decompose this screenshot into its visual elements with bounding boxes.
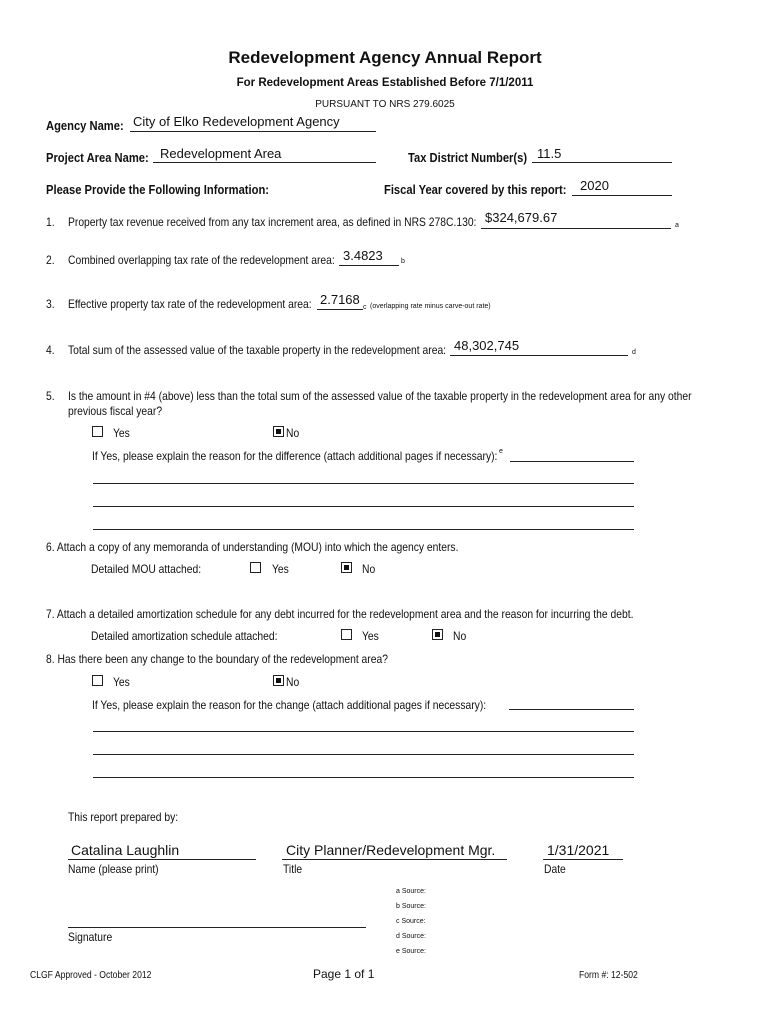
q3-number: 3. xyxy=(46,297,55,311)
q2-footnote: b xyxy=(401,258,405,265)
tax-district-field[interactable]: 11.5 xyxy=(537,146,562,161)
agency-name-field[interactable]: City of Elko Redevelopment Agency xyxy=(133,114,340,129)
q3-note-text: (overlapping rate minus carve-out rate) xyxy=(370,303,491,310)
q1-value-field[interactable]: $324,679.67 xyxy=(485,210,558,225)
q6-text: 6. Attach a copy of any memoranda of understanding (MOU) into which the agency enters. xyxy=(46,540,459,554)
q3-value-field[interactable]: 2.7168 xyxy=(320,292,360,307)
q5-number: 5. xyxy=(46,389,55,403)
q4-footnote: d xyxy=(632,349,636,356)
tax-district-line xyxy=(532,162,672,163)
signature-label: Signature xyxy=(68,930,113,944)
fiscal-year-label: Fiscal Year covered by this report: xyxy=(384,182,567,197)
provide-info-label: Please Provide the Following Information: xyxy=(46,182,270,197)
project-area-field[interactable]: Redevelopment Area xyxy=(160,146,282,161)
source-d-label: d Source: xyxy=(396,933,426,940)
report-subtitle: For Redevelopment Areas Established Before 7/1/2011 xyxy=(236,77,534,89)
q8-explain-line-1[interactable] xyxy=(93,731,634,732)
q8-explain-line-2[interactable] xyxy=(93,754,634,755)
footer-approved: CLGF Approved - October 2012 xyxy=(30,970,152,981)
q2-number: 2. xyxy=(46,253,55,267)
q2-line xyxy=(339,265,399,266)
q6-no-checkbox[interactable] xyxy=(341,562,352,573)
q6-yes-checkbox[interactable] xyxy=(250,562,261,573)
q3-text: Effective property tax rate of the redevelopment area: xyxy=(68,297,312,311)
source-a-label: a Source: xyxy=(396,888,426,895)
q2-value-field[interactable]: 3.4823 xyxy=(343,248,383,263)
q5-explain-line-3[interactable] xyxy=(93,529,634,530)
fiscal-year-field[interactable]: 2020 xyxy=(580,178,609,193)
q1-footnote: a xyxy=(675,222,679,229)
q5-explain-line-2[interactable] xyxy=(93,506,634,507)
preparer-name-line xyxy=(68,859,256,860)
q1-text: Property tax revenue received from any tax increment area, as defined in NRS 278C.130: xyxy=(68,215,477,229)
q8-no-checkbox[interactable] xyxy=(273,675,284,686)
q8-explain-line-3[interactable] xyxy=(93,777,634,778)
q1-number: 1. xyxy=(46,215,55,229)
q8-explain-text: If Yes, please explain the reason for the change (attach additional pages if necessary): xyxy=(92,698,487,712)
q5-yes-label: Yes xyxy=(113,426,130,440)
q6-sub-label: Detailed MOU attached: xyxy=(91,562,202,576)
q5-explain-line-1[interactable] xyxy=(93,483,634,484)
q7-no-checkbox[interactable] xyxy=(432,629,443,640)
agency-name-label: Agency Name: xyxy=(46,118,124,133)
q4-text: Total sum of the assessed value of the taxable property in the redevelopment area: xyxy=(68,343,447,357)
q1-line xyxy=(481,228,671,229)
preparer-name-field[interactable]: Catalina Laughlin xyxy=(71,842,180,858)
project-area-line xyxy=(153,162,376,163)
project-area-label: Project Area Name: xyxy=(46,150,149,165)
preparer-title-field[interactable]: City Planner/Redevelopment Mgr. xyxy=(286,842,496,858)
q5-text-line1: Is the amount in #4 (above) less than the total sum of the assessed value of the taxable property in the redevelopment area for any other xyxy=(68,389,692,403)
footer-form-number: Form #: 12-502 xyxy=(579,970,638,981)
q4-line xyxy=(450,355,628,356)
q8-text: 8. Has there been any change to the boundary of the redevelopment area? xyxy=(46,652,388,666)
q5-no-label: No xyxy=(286,426,300,440)
q3-line xyxy=(317,309,363,310)
q5-footnote: e xyxy=(499,448,503,455)
q7-yes-label: Yes xyxy=(362,629,379,643)
source-b-label: b Source: xyxy=(396,903,426,910)
report-date-label: Date xyxy=(544,862,566,876)
q7-no-label: No xyxy=(453,629,467,643)
q5-explain-line-0[interactable] xyxy=(510,461,634,462)
q5-text-line2: previous fiscal year? xyxy=(68,404,163,418)
q4-value-field[interactable]: 48,302,745 xyxy=(454,338,520,353)
q5-no-checkbox[interactable] xyxy=(273,426,284,437)
q5-explain-text: If Yes, please explain the reason for the difference (attach additional pages if necessary): xyxy=(92,449,498,463)
q7-text: 7. Attach a detailed amortization schedule for any debt incurred for the redevelopment area and the reason for incurring the debt. xyxy=(46,607,634,621)
q5-yes-checkbox[interactable] xyxy=(92,426,103,437)
report-date-field[interactable]: 1/31/2021 xyxy=(547,842,610,858)
fiscal-year-line xyxy=(572,195,672,196)
q8-yes-label: Yes xyxy=(113,675,130,689)
q8-no-label: No xyxy=(286,675,300,689)
report-date-line xyxy=(543,859,623,860)
q4-number: 4. xyxy=(46,343,55,357)
source-e-label: e Source: xyxy=(396,948,426,955)
tax-district-label: Tax District Number(s) xyxy=(408,150,528,165)
q8-explain-line-0[interactable] xyxy=(509,709,634,710)
preparer-title-line xyxy=(282,859,507,860)
q7-yes-checkbox[interactable] xyxy=(341,629,352,640)
prepared-by-label: This report prepared by: xyxy=(68,810,179,824)
q6-no-label: No xyxy=(362,562,376,576)
agency-name-line xyxy=(130,131,376,132)
preparer-name-label: Name (please print) xyxy=(68,862,159,876)
signature-line[interactable] xyxy=(68,927,366,928)
q8-yes-checkbox[interactable] xyxy=(92,675,103,686)
q6-yes-label: Yes xyxy=(272,562,289,576)
q3-footnote: c xyxy=(363,304,367,311)
q7-sub-label: Detailed amortization schedule attached: xyxy=(91,629,278,643)
pursuant-text: PURSUANT TO NRS 279.6025 xyxy=(315,99,455,110)
report-title: Redevelopment Agency Annual Report xyxy=(228,48,542,67)
footer-page-number: Page 1 of 1 xyxy=(313,967,375,981)
preparer-title-label: Title xyxy=(283,862,303,876)
source-c-label: c Source: xyxy=(396,918,426,925)
q2-text: Combined overlapping tax rate of the redevelopment area: xyxy=(68,253,335,267)
